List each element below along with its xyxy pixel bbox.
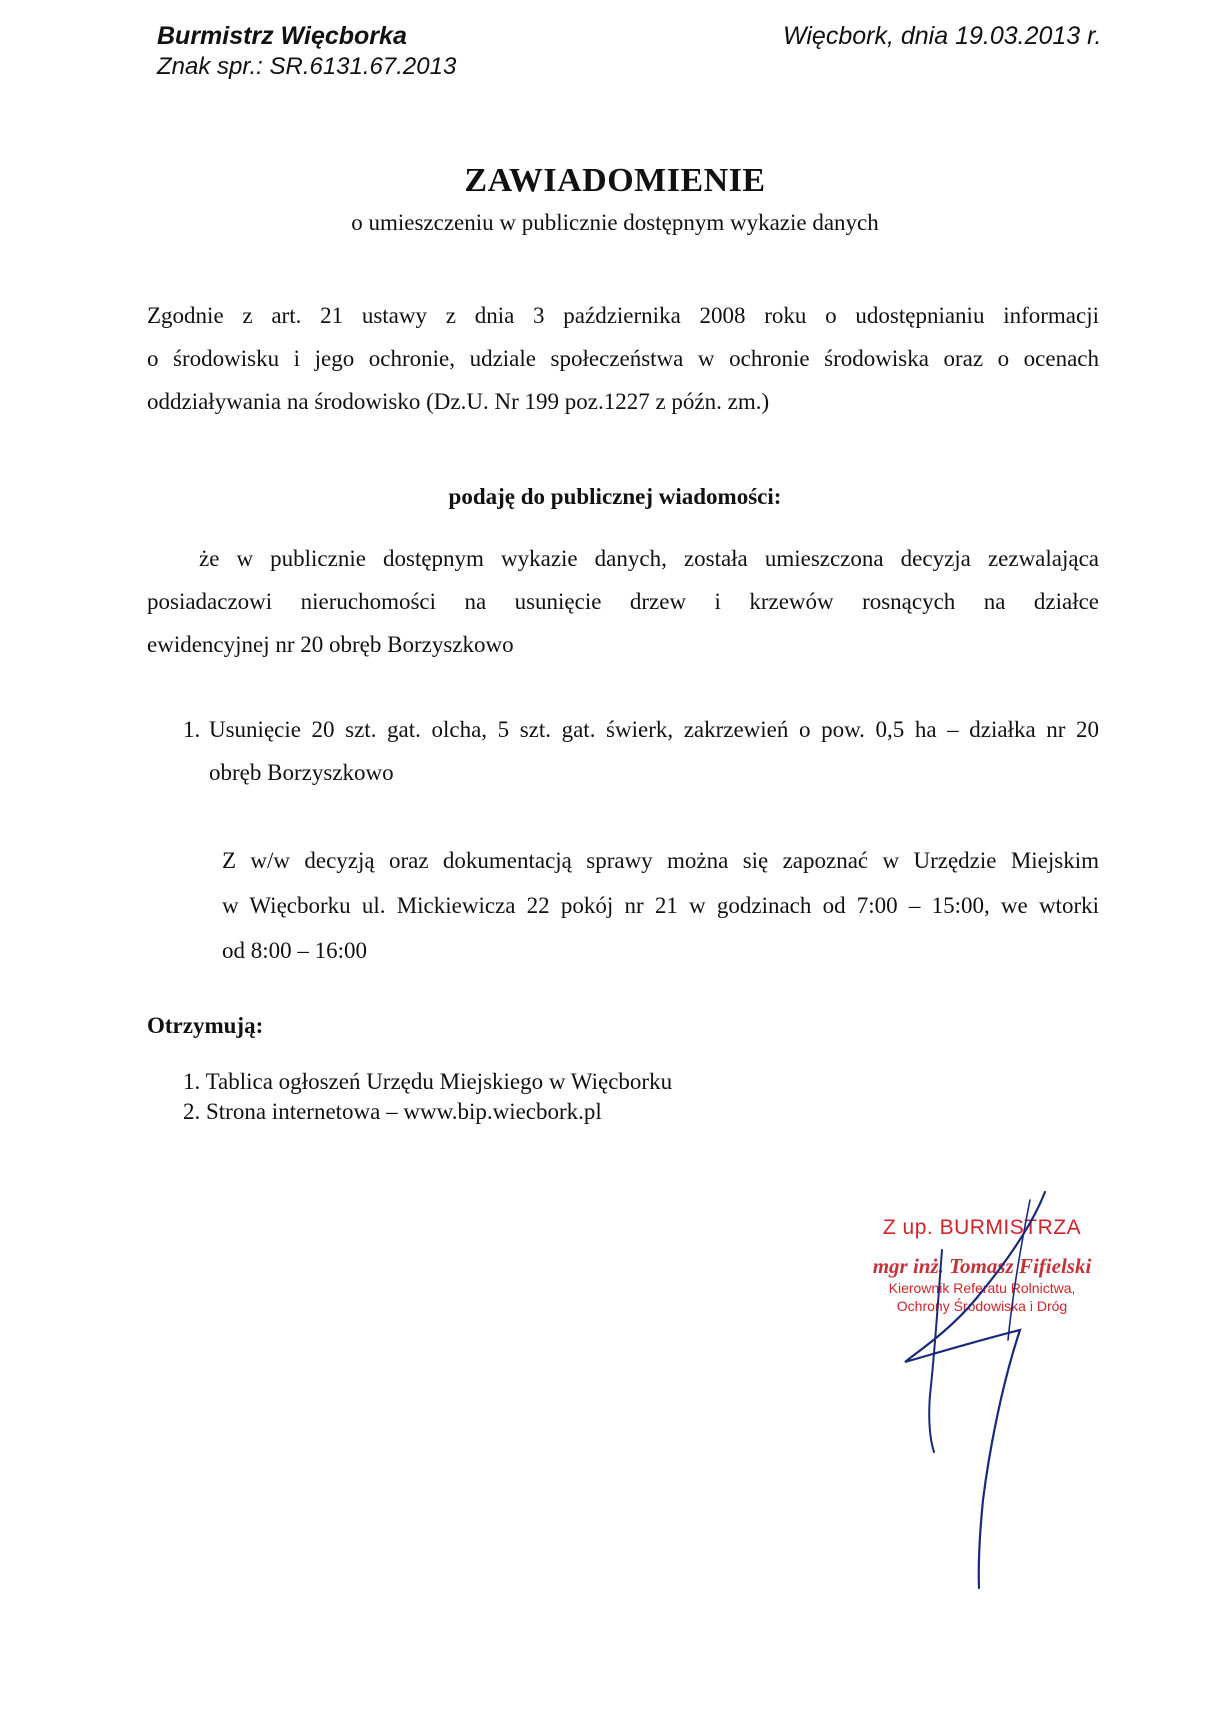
- signature-stroke: [905, 1192, 1045, 1588]
- stamp-position-line: Kierownik Referatu Rolnictwa,: [888, 1280, 1076, 1296]
- list-item: 1. Tablica ogłoszeń Urzędu Miejskiego w Więcborku: [183, 1069, 673, 1094]
- document-subtitle: o umieszczeniu w publicznie dostępnym wykazie danych: [351, 210, 879, 235]
- decision-paragraph: [147, 537, 1099, 666]
- paragraph-line: Zgodnie z art. 21 ustawy z dnia 3 października 2008 roku o udostępnianiu informacji: [147, 303, 1099, 328]
- item-line: Usunięcie 20 szt. gat. olcha, 5 szt. gat. świerk, zakrzewień o pow. 0,5 ha – działka nr 20: [209, 717, 1099, 742]
- place-and-date: Więcbork, dnia 19.03.2013 r.: [783, 22, 1102, 50]
- case-reference: Znak spr.: SR.6131.67.2013: [157, 53, 457, 80]
- document-title: ZAWIADOMIENIE: [464, 162, 766, 199]
- paragraph-line: ewidencyjnej nr 20 obręb Borzyszkowo: [147, 632, 514, 657]
- stamp-authority-line: Z up. BURMISTRZA: [882, 1216, 1082, 1239]
- legal-basis-paragraph: [147, 294, 1099, 423]
- paragraph-line: Z w/w decyzją oraz dokumentacją sprawy można się zapoznać w Urzędzie Miejskim: [222, 848, 1099, 873]
- item-line: obręb Borzyszkowo: [209, 760, 394, 785]
- decision-item: [183, 708, 1099, 794]
- paragraph-line: w Więcborku ul. Mickiewicza 22 pokój nr 21 w godzinach od 7:00 – 15:00, we wtorki: [222, 893, 1099, 918]
- recipients-list: [183, 1067, 672, 1127]
- access-info-paragraph: [222, 838, 1099, 973]
- signature-stroke: [1008, 1200, 1030, 1340]
- item-text: [209, 708, 1099, 794]
- list-item: 2. Strona internetowa – www.bip.wiecbork.pl: [183, 1099, 602, 1124]
- announcement-heading: podaję do publicznej wiadomości:: [448, 484, 782, 509]
- paragraph-line: że w publicznie dostępnym wykazie danych, została umieszczona decyzja zezwalająca: [199, 546, 1099, 571]
- stamp-position-line: Ochrony Środowiska i Dróg: [896, 1298, 1068, 1314]
- paragraph-line: od 8:00 – 16:00: [222, 938, 368, 963]
- item-number: 1.: [183, 717, 201, 742]
- issuer-name: Burmistrz Więcborka: [157, 22, 407, 50]
- stamp-name-line: mgr inż. Tomasz Fifielski: [872, 1254, 1092, 1278]
- recipients-heading: Otrzymują:: [147, 1013, 264, 1038]
- handwritten-signature: [880, 1190, 1080, 1590]
- paragraph-line: oddziaływania na środowisko (Dz.U. Nr 199 poz.1227 z późn. zm.): [147, 389, 770, 414]
- paragraph-line: posiadaczowi nieruchomości na usunięcie drzew i krzewów rosnących na działce: [147, 589, 1099, 614]
- paragraph-line: o środowisku i jego ochronie, udziale społeczeństwa w ochronie środowiska oraz o ocenach: [147, 346, 1099, 371]
